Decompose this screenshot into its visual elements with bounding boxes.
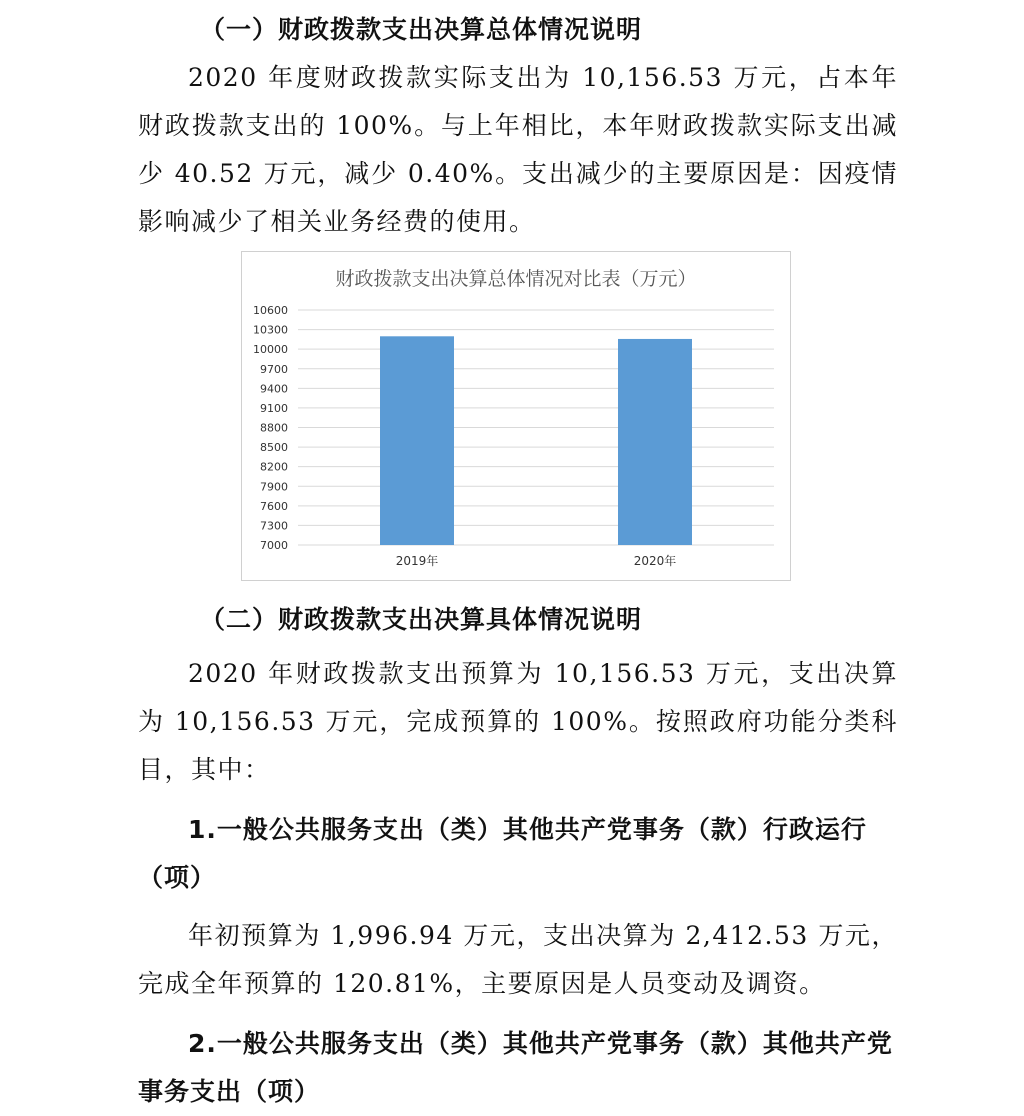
y-tick-label: 9700 [260,362,288,376]
y-tick-label: 8500 [260,441,288,455]
section1-paragraph: 2020 年度财政拨款实际支出为 10,156.53 万元，占本年财政拨款支出的 100%。与上年相比，本年财政拨款实际支出减少 40.52 万元，减少 0.40%。支出减少的主要原因是：因疫情影响减少了相关业务经费的使用。 [138,63,898,236]
y-tick-label: 8200 [260,460,288,474]
chart-plot [242,252,790,580]
bar-2 [618,339,692,545]
bar-1 [380,336,454,545]
section2-heading: （二）财政拨款支出决算具体情况说明 [200,605,643,634]
section2 [138,602,898,1116]
x-tick-label: 2020年 [633,554,677,568]
section1 [138,12,898,246]
y-tick-label: 7600 [260,499,288,513]
y-tick-label: 9400 [260,382,288,396]
comparison-chart [241,251,791,581]
section1-heading: （一）财政拨款支出决算总体情况说明 [200,15,643,44]
y-tick-label: 9100 [260,401,288,415]
x-tick-label: 2019年 [395,554,439,568]
y-tick-label: 8800 [260,421,288,435]
section2-paragraph: 2020 年财政拨款支出预算为 10,156.53 万元，支出决算为 10,156.53 万元，完成预算的 100%。按照政府功能分类科目，其中： [138,659,898,784]
y-tick-label: 7900 [260,480,288,494]
y-tick-label: 10600 [253,304,288,317]
item1-paragraph: 年初预算为 1,996.94 万元，支出决算为 2,412.53 万元，完成全年预算的 120.81%，主要原因是人员变动及调资。 [138,921,898,998]
y-tick-label: 10000 [253,343,288,357]
chart-title: 财政拨款支出决算总体情况对比表（万元） [335,268,697,290]
y-tick-label: 10300 [253,323,288,337]
y-tick-label: 7000 [260,539,288,552]
item2-heading: 2.一般公共服务支出（类）其他共产党事务（款）其他共产党事务支出（项） [138,1029,893,1106]
y-tick-label: 7300 [260,519,288,533]
item1-heading: 1.一般公共服务支出（类）其他共产党事务（款）行政运行（项） [138,815,867,892]
